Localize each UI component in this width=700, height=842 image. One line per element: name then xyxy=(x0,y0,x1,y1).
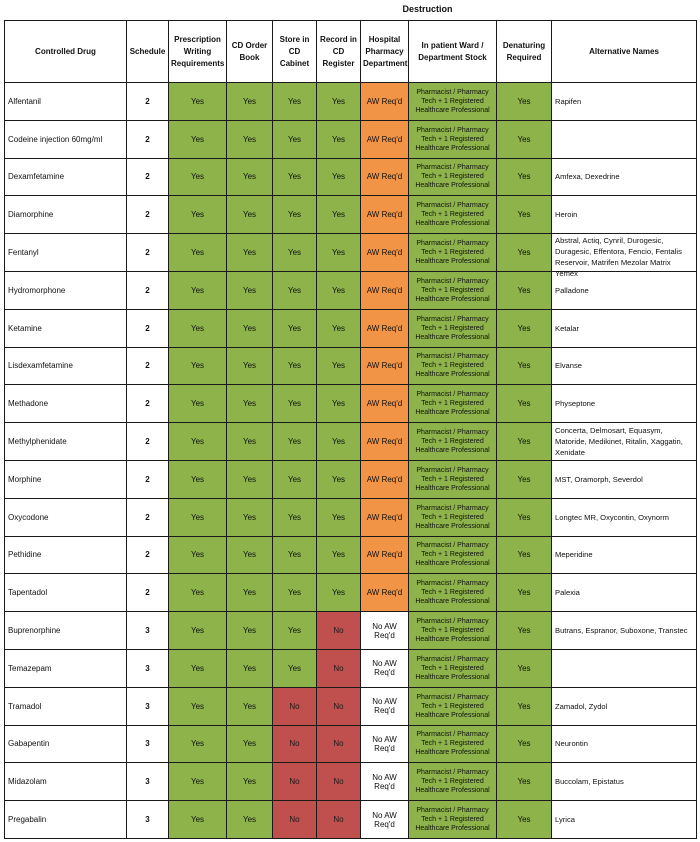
order-book-cell: Yes xyxy=(227,234,273,272)
prescription-cell: Yes xyxy=(169,83,227,121)
alternative-names-cell xyxy=(552,498,697,536)
register-cell: Yes xyxy=(317,234,361,272)
cabinet-cell: Yes xyxy=(273,498,317,536)
hospital-pharmacy-cell: No AW Req'd xyxy=(361,725,409,763)
alternative-names-cell-text: Rapifen xyxy=(555,96,582,106)
ward-stock-cell-text: Pharmacist / Pharmacy Tech + 1 Registered Healthcare Professional xyxy=(415,580,490,606)
cabinet-cell: Yes xyxy=(273,536,317,574)
hospital-pharmacy-cell: AW Req'd xyxy=(361,498,409,536)
hospital-pharmacy-cell: No AW Req'd xyxy=(361,763,409,801)
ward-stock-cell-text: Pharmacist / Pharmacy Tech + 1 Registered Healthcare Professional xyxy=(415,315,490,341)
register-cell: Yes xyxy=(317,536,361,574)
denaturing-cell: Yes xyxy=(497,536,552,574)
alternative-names-cell-text: Amfexa, Dexedrine xyxy=(555,172,620,182)
denaturing-cell: Yes xyxy=(497,347,552,385)
register-cell: Yes xyxy=(317,574,361,612)
ward-stock-cell xyxy=(409,234,497,272)
drug-name-cell: Lisdexamfetamine xyxy=(5,347,127,385)
col-header-record-in-register: Record in CD Register xyxy=(317,21,361,83)
controlled-drugs-table xyxy=(4,20,697,839)
order-book-cell: Yes xyxy=(227,271,273,309)
hospital-pharmacy-cell: AW Req'd xyxy=(361,385,409,423)
drug-name-cell: Tramadol xyxy=(5,687,127,725)
schedule-cell: 2 xyxy=(127,196,169,234)
denaturing-cell: Yes xyxy=(497,725,552,763)
schedule-cell: 2 xyxy=(127,309,169,347)
schedule-cell: 3 xyxy=(127,612,169,650)
ward-stock-cell-text: Pharmacist / Pharmacy Tech + 1 Registered Healthcare Professional xyxy=(415,693,490,719)
order-book-cell: Yes xyxy=(227,498,273,536)
ward-stock-cell-text: Pharmacist / Pharmacy Tech + 1 Registered Healthcare Professional xyxy=(415,655,490,681)
order-book-cell: Yes xyxy=(227,347,273,385)
cabinet-cell: Yes xyxy=(273,649,317,687)
alternative-names-cell-text: Palexia xyxy=(555,588,580,598)
schedule-cell: 2 xyxy=(127,83,169,121)
alternative-names-cell xyxy=(552,649,697,687)
ward-stock-cell-text: Pharmacist / Pharmacy Tech + 1 Registered Healthcare Professional xyxy=(415,277,490,303)
register-cell: Yes xyxy=(317,347,361,385)
table-row xyxy=(5,385,697,423)
alternative-names-cell-text: Abstral, Actiq, Cynril, Durogesic, Duragesic, Effentora, Fencio, Fentalis Reservoir, Matrifen Mezolar Matrix Yemex xyxy=(555,235,682,278)
col-header-cd-order-book: CD Order Book xyxy=(227,21,273,83)
cabinet-cell: Yes xyxy=(273,196,317,234)
cabinet-cell: Yes xyxy=(273,460,317,498)
order-book-cell: Yes xyxy=(227,574,273,612)
denaturing-cell: Yes xyxy=(497,498,552,536)
drug-name-cell: Alfentanil xyxy=(5,83,127,121)
register-cell: Yes xyxy=(317,309,361,347)
order-book-cell: Yes xyxy=(227,649,273,687)
ward-stock-cell xyxy=(409,309,497,347)
register-cell: Yes xyxy=(317,423,361,461)
cabinet-cell: No xyxy=(273,687,317,725)
denaturing-cell: Yes xyxy=(497,385,552,423)
denaturing-cell: Yes xyxy=(497,423,552,461)
alternative-names-cell-text: Lyrica xyxy=(555,815,575,825)
hospital-pharmacy-cell: AW Req'd xyxy=(361,120,409,158)
ward-stock-cell xyxy=(409,574,497,612)
schedule-cell: 3 xyxy=(127,725,169,763)
denaturing-cell: Yes xyxy=(497,120,552,158)
drug-name-cell: Midazolam xyxy=(5,763,127,801)
alternative-names-cell-text: Butrans, Espranor, Suboxone, Transtec xyxy=(555,626,688,636)
drug-name-cell: Morphine xyxy=(5,460,127,498)
ward-stock-cell xyxy=(409,536,497,574)
ward-stock-cell xyxy=(409,385,497,423)
prescription-cell: Yes xyxy=(169,498,227,536)
drug-name-cell: Tapentadol xyxy=(5,574,127,612)
alternative-names-cell-text: Elvanse xyxy=(555,361,583,371)
order-book-cell: Yes xyxy=(227,687,273,725)
cabinet-cell: Yes xyxy=(273,83,317,121)
ward-stock-cell-text: Pharmacist / Pharmacy Tech + 1 Registered Healthcare Professional xyxy=(415,731,490,757)
order-book-cell: Yes xyxy=(227,83,273,121)
prescription-cell: Yes xyxy=(169,763,227,801)
drug-name-cell: Methadone xyxy=(5,385,127,423)
hospital-pharmacy-cell: AW Req'd xyxy=(361,460,409,498)
register-cell: No xyxy=(317,649,361,687)
prescription-cell: Yes xyxy=(169,687,227,725)
prescription-cell: Yes xyxy=(169,309,227,347)
hospital-pharmacy-cell: No AW Req'd xyxy=(361,612,409,650)
col-header-alternative-names: Alternative Names xyxy=(552,21,697,83)
alternative-names-cell-text: Ketalar xyxy=(555,323,580,333)
order-book-cell: Yes xyxy=(227,763,273,801)
denaturing-cell: Yes xyxy=(497,234,552,272)
col-header-store-in-cabinet: Store in CD Cabinet xyxy=(273,21,317,83)
prescription-cell: Yes xyxy=(169,120,227,158)
table-row xyxy=(5,536,697,574)
schedule-cell: 2 xyxy=(127,498,169,536)
register-cell: No xyxy=(317,801,361,839)
alternative-names-cell xyxy=(552,612,697,650)
table-row xyxy=(5,763,697,801)
hospital-pharmacy-cell: No AW Req'd xyxy=(361,649,409,687)
register-cell: Yes xyxy=(317,196,361,234)
table-row xyxy=(5,158,697,196)
register-cell: Yes xyxy=(317,385,361,423)
ward-stock-cell xyxy=(409,649,497,687)
cabinet-cell: Yes xyxy=(273,158,317,196)
order-book-cell: Yes xyxy=(227,158,273,196)
hospital-pharmacy-cell: AW Req'd xyxy=(361,158,409,196)
ward-stock-cell-text: Pharmacist / Pharmacy Tech + 1 Registered Healthcare Professional xyxy=(415,618,490,644)
ward-stock-cell-text: Pharmacist / Pharmacy Tech + 1 Registered Healthcare Professional xyxy=(415,391,490,417)
alternative-names-cell xyxy=(552,725,697,763)
cabinet-cell: Yes xyxy=(273,574,317,612)
hospital-pharmacy-cell: No AW Req'd xyxy=(361,687,409,725)
prescription-cell: Yes xyxy=(169,158,227,196)
prescription-cell: Yes xyxy=(169,196,227,234)
prescription-cell: Yes xyxy=(169,649,227,687)
denaturing-cell: Yes xyxy=(497,196,552,234)
hospital-pharmacy-cell: AW Req'd xyxy=(361,574,409,612)
cabinet-cell: Yes xyxy=(273,271,317,309)
schedule-cell: 2 xyxy=(127,536,169,574)
ward-stock-cell-text: Pharmacist / Pharmacy Tech + 1 Registered Healthcare Professional xyxy=(415,466,490,492)
drug-name-cell: Pregabalin xyxy=(5,801,127,839)
denaturing-cell: Yes xyxy=(497,687,552,725)
ward-stock-cell-text: Pharmacist / Pharmacy Tech + 1 Registered Healthcare Professional xyxy=(415,353,490,379)
table-row xyxy=(5,271,697,309)
table-row xyxy=(5,234,697,272)
ward-stock-cell xyxy=(409,687,497,725)
hospital-pharmacy-cell: AW Req'd xyxy=(361,423,409,461)
ward-stock-cell xyxy=(409,612,497,650)
alternative-names-cell xyxy=(552,460,697,498)
table-row xyxy=(5,612,697,650)
ward-stock-cell-text: Pharmacist / Pharmacy Tech + 1 Registered Healthcare Professional xyxy=(415,807,490,833)
alternative-names-cell-text: Concerta, Delmosart, Equasym, Matoride, Medikinet, Ritalin, Xaggatin, Xenidate xyxy=(555,426,683,458)
denaturing-cell: Yes xyxy=(497,649,552,687)
alternative-names-cell-text: Longtec MR, Oxycontin, Oxynorm xyxy=(555,512,669,522)
order-book-cell: Yes xyxy=(227,423,273,461)
register-cell: Yes xyxy=(317,498,361,536)
alternative-names-cell xyxy=(552,234,697,278)
prescription-cell: Yes xyxy=(169,460,227,498)
register-cell: Yes xyxy=(317,83,361,121)
schedule-cell: 3 xyxy=(127,687,169,725)
order-book-cell: Yes xyxy=(227,801,273,839)
drug-name-cell: Methylphenidate xyxy=(5,423,127,461)
table-row xyxy=(5,725,697,763)
ward-stock-cell xyxy=(409,801,497,839)
ward-stock-cell xyxy=(409,460,497,498)
schedule-cell: 2 xyxy=(127,120,169,158)
order-book-cell: Yes xyxy=(227,612,273,650)
drug-name-cell: Gabapentin xyxy=(5,725,127,763)
table-row xyxy=(5,347,697,385)
cabinet-cell: Yes xyxy=(273,234,317,272)
denaturing-cell: Yes xyxy=(497,460,552,498)
table-body xyxy=(5,83,697,839)
cabinet-cell: Yes xyxy=(273,347,317,385)
drug-name-cell: Pethidine xyxy=(5,536,127,574)
table-row xyxy=(5,196,697,234)
ward-stock-cell-text: Pharmacist / Pharmacy Tech + 1 Registered Healthcare Professional xyxy=(415,164,490,190)
cabinet-cell: No xyxy=(273,725,317,763)
col-header-hospital-pharmacy: Hospital Pharmacy Department xyxy=(361,21,409,83)
cabinet-cell: No xyxy=(273,763,317,801)
order-book-cell: Yes xyxy=(227,120,273,158)
schedule-cell: 2 xyxy=(127,158,169,196)
schedule-cell: 2 xyxy=(127,347,169,385)
hospital-pharmacy-cell: AW Req'd xyxy=(361,536,409,574)
order-book-cell: Yes xyxy=(227,536,273,574)
drug-name-cell: Codeine injection 60mg/ml xyxy=(5,120,127,158)
alternative-names-cell xyxy=(552,120,697,158)
alternative-names-cell xyxy=(552,347,697,385)
drug-name-cell: Buprenorphine xyxy=(5,612,127,650)
ward-stock-cell-text: Pharmacist / Pharmacy Tech + 1 Registered Healthcare Professional xyxy=(415,542,490,568)
alternative-names-cell xyxy=(552,196,697,234)
alternative-names-cell-text: Neurontin xyxy=(555,739,588,749)
col-header-prescription-writing: Prescription Writing Requirements xyxy=(169,21,227,83)
ward-stock-cell xyxy=(409,498,497,536)
ward-stock-cell-text: Pharmacist / Pharmacy Tech + 1 Registered Healthcare Professional xyxy=(415,126,490,152)
schedule-cell: 3 xyxy=(127,801,169,839)
denaturing-cell: Yes xyxy=(497,574,552,612)
hospital-pharmacy-cell: No AW Req'd xyxy=(361,801,409,839)
alternative-names-cell xyxy=(552,536,697,574)
col-header-inpatient-ward: In patient Ward / Department Stock xyxy=(409,21,497,83)
register-cell: No xyxy=(317,763,361,801)
alternative-names-cell-text: Meperidine xyxy=(555,550,593,560)
hospital-pharmacy-cell: AW Req'd xyxy=(361,347,409,385)
cabinet-cell: Yes xyxy=(273,385,317,423)
ward-stock-cell xyxy=(409,763,497,801)
alternative-names-cell xyxy=(552,385,697,423)
ward-stock-cell-text: Pharmacist / Pharmacy Tech + 1 Registered Healthcare Professional xyxy=(415,202,490,228)
prescription-cell: Yes xyxy=(169,385,227,423)
table-row xyxy=(5,309,697,347)
hospital-pharmacy-cell: AW Req'd xyxy=(361,234,409,272)
order-book-cell: Yes xyxy=(227,725,273,763)
prescription-cell: Yes xyxy=(169,536,227,574)
ward-stock-cell-text: Pharmacist / Pharmacy Tech + 1 Registered Healthcare Professional xyxy=(415,88,490,114)
register-cell: Yes xyxy=(317,460,361,498)
register-cell: No xyxy=(317,612,361,650)
alternative-names-cell xyxy=(552,801,697,839)
ward-stock-cell xyxy=(409,423,497,461)
hospital-pharmacy-cell: AW Req'd xyxy=(361,196,409,234)
order-book-cell: Yes xyxy=(227,196,273,234)
ward-stock-cell xyxy=(409,271,497,309)
register-cell: Yes xyxy=(317,271,361,309)
alternative-names-cell xyxy=(552,83,697,121)
table-row xyxy=(5,687,697,725)
denaturing-cell: Yes xyxy=(497,309,552,347)
register-cell: Yes xyxy=(317,120,361,158)
denaturing-cell: Yes xyxy=(497,763,552,801)
prescription-cell: Yes xyxy=(169,347,227,385)
drug-name-cell: Ketamine xyxy=(5,309,127,347)
table-row xyxy=(5,460,697,498)
hospital-pharmacy-cell: AW Req'd xyxy=(361,309,409,347)
denaturing-cell: Yes xyxy=(497,83,552,121)
alternative-names-cell-text: MST, Oramorph, Severdol xyxy=(555,474,643,484)
alternative-names-cell-text: Physeptone xyxy=(555,399,596,409)
table-row xyxy=(5,649,697,687)
denaturing-cell: Yes xyxy=(497,612,552,650)
prescription-cell: Yes xyxy=(169,234,227,272)
ward-stock-cell-text: Pharmacist / Pharmacy Tech + 1 Registered Healthcare Professional xyxy=(415,504,490,530)
col-header-denaturing-required: Denaturing Required xyxy=(497,21,552,83)
drug-name-cell: Hydromorphone xyxy=(5,271,127,309)
cabinet-cell: Yes xyxy=(273,120,317,158)
ward-stock-cell xyxy=(409,158,497,196)
cabinet-cell: Yes xyxy=(273,423,317,461)
denaturing-cell: Yes xyxy=(497,271,552,309)
drug-name-cell: Fentanyl xyxy=(5,234,127,272)
table-row xyxy=(5,83,697,121)
alternative-names-cell xyxy=(552,687,697,725)
schedule-cell: 2 xyxy=(127,423,169,461)
col-header-controlled-drug: Controlled Drug xyxy=(5,21,127,83)
hospital-pharmacy-cell: AW Req'd xyxy=(361,271,409,309)
ward-stock-cell xyxy=(409,347,497,385)
ward-stock-cell-text: Pharmacist / Pharmacy Tech + 1 Registered Healthcare Professional xyxy=(415,769,490,795)
prescription-cell: Yes xyxy=(169,574,227,612)
schedule-cell: 2 xyxy=(127,574,169,612)
order-book-cell: Yes xyxy=(227,385,273,423)
register-cell: No xyxy=(317,687,361,725)
denaturing-cell: Yes xyxy=(497,801,552,839)
order-book-cell: Yes xyxy=(227,309,273,347)
schedule-cell: 3 xyxy=(127,763,169,801)
table-row xyxy=(5,120,697,158)
alternative-names-cell xyxy=(552,309,697,347)
alternative-names-cell-text: Palladone xyxy=(555,285,589,295)
ward-stock-cell-text: Pharmacist / Pharmacy Tech + 1 Registered Healthcare Professional xyxy=(415,240,490,266)
register-cell: No xyxy=(317,725,361,763)
alternative-names-cell-text: Heroin xyxy=(555,210,578,220)
ward-stock-cell-text: Pharmacist / Pharmacy Tech + 1 Registered Healthcare Professional xyxy=(415,429,490,455)
hospital-pharmacy-cell: AW Req'd xyxy=(361,83,409,121)
cabinet-cell: Yes xyxy=(273,612,317,650)
table-row xyxy=(5,423,697,461)
ward-stock-cell xyxy=(409,83,497,121)
drug-name-cell: Diamorphine xyxy=(5,196,127,234)
register-cell: Yes xyxy=(317,158,361,196)
prescription-cell: Yes xyxy=(169,423,227,461)
table-row xyxy=(5,801,697,839)
alternative-names-cell xyxy=(552,763,697,801)
drug-name-cell: Dexamfetamine xyxy=(5,158,127,196)
alternative-names-cell-text: Zamadol, Zydol xyxy=(555,701,608,711)
alternative-names-cell xyxy=(552,423,697,461)
drug-name-cell: Temazepam xyxy=(5,649,127,687)
schedule-cell: 2 xyxy=(127,460,169,498)
ward-stock-cell xyxy=(409,196,497,234)
alternative-names-cell-text: Buccolam, Epistatus xyxy=(555,777,624,787)
cabinet-cell: Yes xyxy=(273,309,317,347)
prescription-cell: Yes xyxy=(169,612,227,650)
ward-stock-cell xyxy=(409,725,497,763)
schedule-cell: 2 xyxy=(127,385,169,423)
alternative-names-cell xyxy=(552,574,697,612)
ward-stock-cell xyxy=(409,120,497,158)
schedule-cell: 3 xyxy=(127,649,169,687)
prescription-cell: Yes xyxy=(169,725,227,763)
cabinet-cell: No xyxy=(273,801,317,839)
denaturing-cell: Yes xyxy=(497,158,552,196)
table-row xyxy=(5,498,697,536)
schedule-cell: 2 xyxy=(127,271,169,309)
drug-name-cell: Oxycodone xyxy=(5,498,127,536)
prescription-cell: Yes xyxy=(169,271,227,309)
schedule-cell: 2 xyxy=(127,234,169,272)
order-book-cell: Yes xyxy=(227,460,273,498)
table-row xyxy=(5,574,697,612)
alternative-names-cell xyxy=(552,158,697,196)
destruction-super-header: Destruction xyxy=(402,4,453,14)
col-header-schedule: Schedule xyxy=(127,21,169,83)
header-row xyxy=(5,21,697,83)
prescription-cell: Yes xyxy=(169,801,227,839)
